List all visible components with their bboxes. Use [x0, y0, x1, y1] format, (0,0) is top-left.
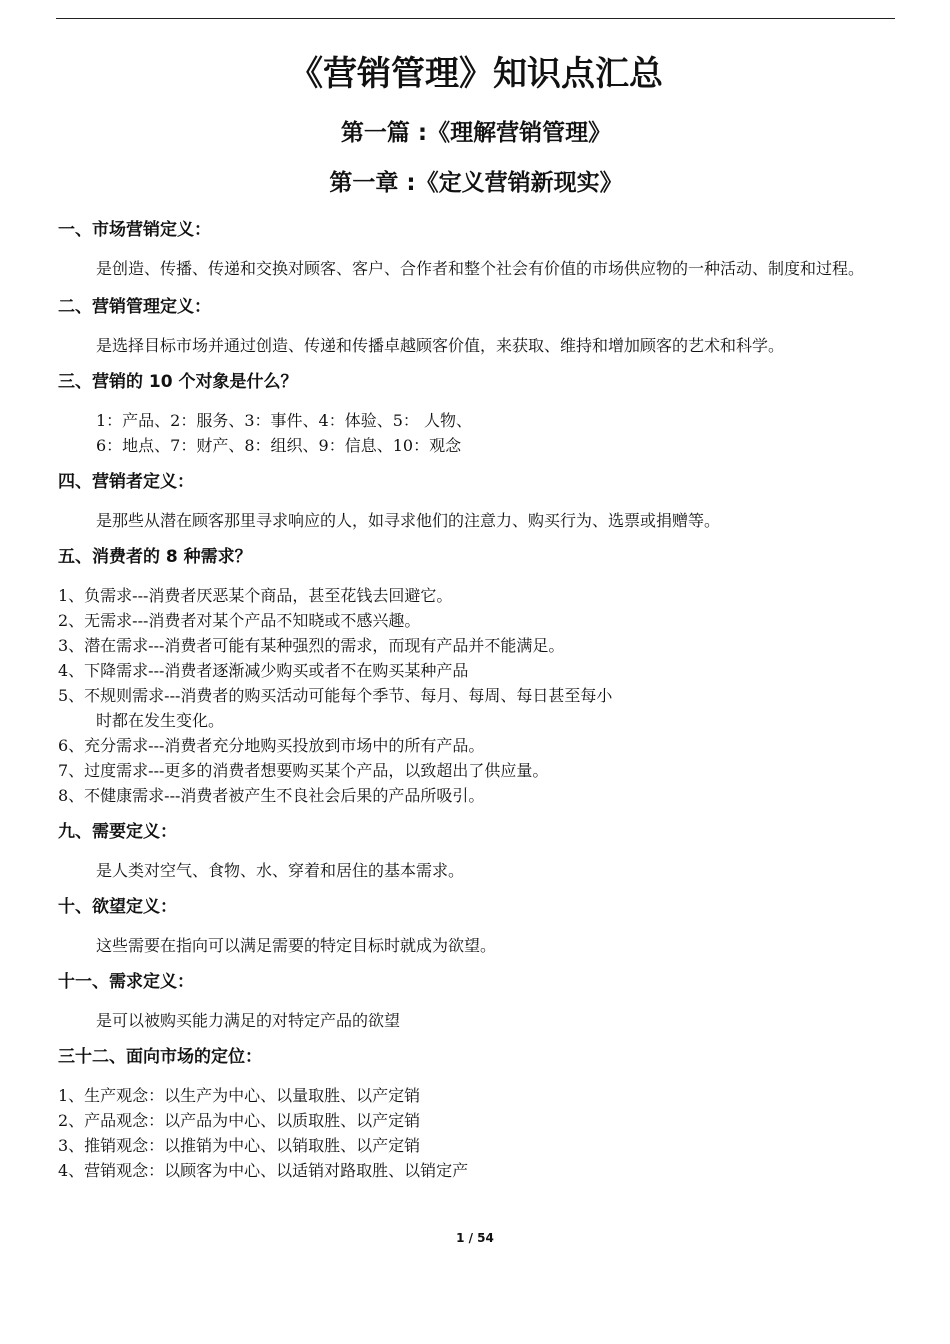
section-text-11: 是可以被购买能力满足的对特定产品的欲望: [96, 1011, 401, 1030]
list-item: 4、营销观念：以顾客为中心、以适销对路取胜、以销定产: [58, 1161, 469, 1180]
objects-line-2: 6：地点、7：财产、8：组织、9：信息、10：观念: [96, 436, 462, 455]
document-title: 《营销管理》知识点汇总: [289, 54, 663, 94]
section-text-4: 是那些从潜在顾客那里寻求响应的人，如寻求他们的注意力、购买行为、选票或捐赠等。: [96, 511, 721, 530]
list-item: 3、推销观念：以推销为中心、以销取胜、以产定销: [58, 1136, 421, 1155]
section-heading-2: 二、营销管理定义：: [58, 297, 211, 317]
section-text-1: 是创造、传播、传递和交换对顾客、客户、合作者和整个社会有价值的市场供应物的一种活动、制度和过程。: [96, 259, 865, 278]
list-item: 4、下降需求---消费者逐渐减少购买或者不在购买某种产品: [58, 661, 469, 680]
chapter-title: 第一章 :《定义营销新现实》: [329, 170, 623, 196]
list-item: 3、潜在需求---消费者可能有某种强烈的需求，而现有产品并不能满足。: [58, 636, 565, 655]
document-body: [58, 36, 894, 1183]
header-rule: [56, 18, 895, 19]
section-heading-3: 三、营销的 10 个对象是什么？: [58, 372, 298, 392]
list-item: 8、不健康需求---消费者被产生不良社会后果的产品所吸引。: [58, 786, 485, 805]
page-number: 1 / 54: [456, 1231, 494, 1245]
list-item: 1、负需求---消费者厌恶某个商品，甚至花钱去回避它。: [58, 586, 453, 605]
objects-line-1: 1：产品、2：服务、3：事件、4：体验、5： 人物、: [96, 411, 472, 430]
section-heading-4: 四、营销者定义：: [58, 472, 194, 492]
section-heading-32: 三十二、面向市场的定位：: [58, 1047, 262, 1067]
list-item: 5、不规则需求---消费者的购买活动可能每个季节、每月、每周、每日甚至每小: [58, 686, 613, 705]
section-heading-1: 一、市场营销定义：: [58, 220, 211, 240]
section-heading-9: 九、需要定义：: [58, 822, 177, 842]
part-title: 第一篇 :《理解营销管理》: [340, 120, 612, 146]
section-heading-5: 五、消费者的 8 种需求？: [58, 547, 252, 567]
section-text-9: 是人类对空气、食物、水、穿着和居住的基本需求。: [96, 861, 465, 880]
section-heading-11: 十一、需求定义：: [58, 972, 194, 992]
section-text-10: 这些需要在指向可以满足需要的特定目标时就成为欲望。: [96, 936, 497, 955]
list-item: 1、生产观念：以生产为中心、以量取胜、以产定销: [58, 1086, 421, 1105]
list-item: 7、过度需求---更多的消费者想要购买某个产品，以致超出了供应量。: [58, 761, 549, 780]
list-item: 2、无需求---消费者对某个产品不知晓或不感兴趣。: [58, 611, 421, 630]
list-item: 2、产品观念：以产品为中心、以质取胜、以产定销: [58, 1111, 421, 1130]
list-item: 6、充分需求---消费者充分地购买投放到市场中的所有产品。: [58, 736, 485, 755]
section-text-2: 是选择目标市场并通过创造、传递和传播卓越顾客价值，来获取、维持和增加顾客的艺术和科学。: [96, 336, 785, 355]
list-item-continuation: 时都在发生变化。: [96, 711, 225, 730]
section-heading-10: 十、欲望定义：: [58, 897, 177, 917]
